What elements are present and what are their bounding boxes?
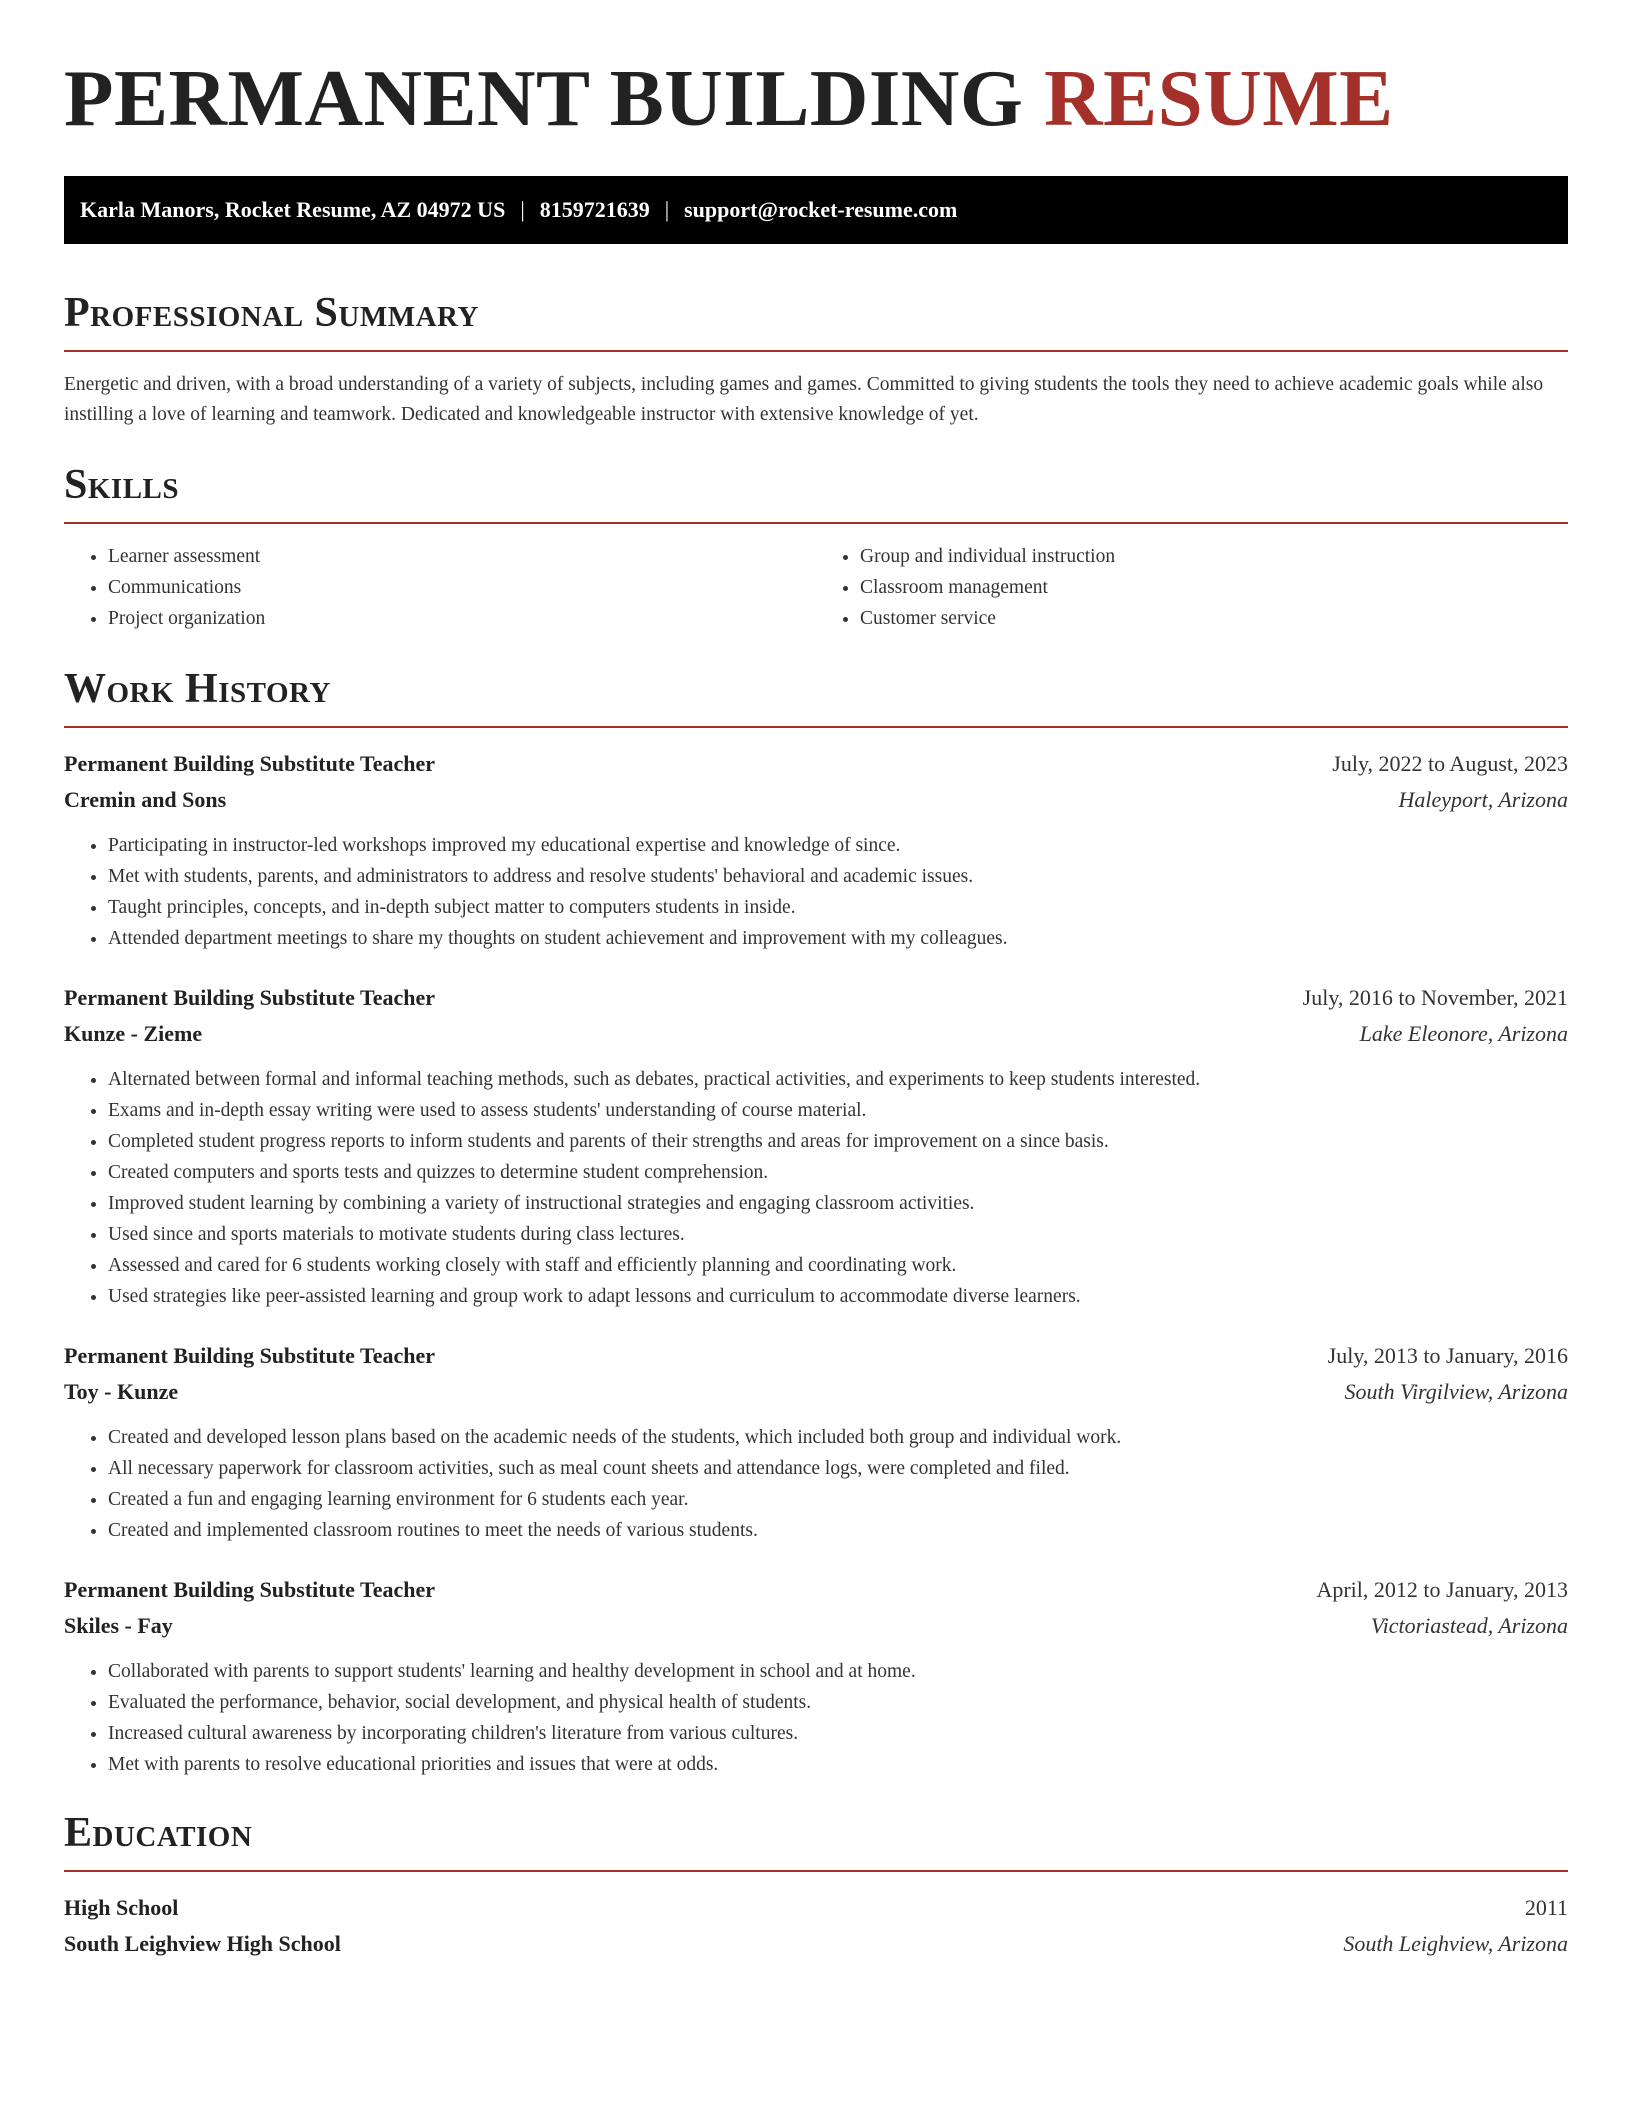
contact-email: support@rocket-resume.com bbox=[684, 197, 958, 222]
skills-heading: Skills bbox=[64, 464, 1568, 524]
summary-heading: Professional Summary bbox=[64, 292, 1568, 352]
job-bullet: • Taught principles, concepts, and in-depth subject matter to computers students in inside. bbox=[108, 892, 1568, 923]
skill-item: • Classroom management bbox=[860, 572, 1568, 603]
skill-item: • Project organization bbox=[108, 603, 816, 634]
job-title: Permanent Building Substitute Teacher bbox=[64, 985, 435, 1010]
job-bullet: • Assessed and cared for 6 students working closely with staff and efficiently planning and coordinating work. bbox=[108, 1250, 1568, 1281]
summary-text: Energetic and driven, with a broad understanding of a variety of subjects, including games and games. Committed to giving students the tools they need to achieve academic goals while also instilling a love of learning and teamwork. Dedicated and knowledgeable instructor with extensive knowledge of yet. bbox=[64, 374, 1544, 425]
education-entry bbox=[64, 1890, 1568, 1962]
job-bullet: • Alternated between formal and informal teaching methods, such as debates, practical activities, and experiments to keep students interested. bbox=[108, 1064, 1568, 1095]
skills-list bbox=[64, 541, 1568, 634]
job-bullet: • Increased cultural awareness by incorporating children's literature from various cultures. bbox=[108, 1718, 1568, 1749]
contact-separator: | bbox=[520, 197, 525, 222]
job-location: Haleyport, Arizona bbox=[1398, 787, 1568, 812]
skill-item: • Learner assessment bbox=[108, 541, 816, 572]
job-company: Skiles - Fay bbox=[64, 1613, 173, 1638]
job-bullet: • Participating in instructor-led workshops improved my educational expertise and knowledge of since. bbox=[108, 830, 1568, 861]
job-bullet: • Created and developed lesson plans based on the academic needs of the students, which included both group and individual work. bbox=[108, 1422, 1568, 1453]
contact-separator: | bbox=[664, 197, 670, 222]
job-entry bbox=[64, 1572, 1568, 1780]
job-location: Lake Eleonore, Arizona bbox=[1359, 1021, 1568, 1046]
job-entry bbox=[64, 1338, 1568, 1546]
skill-item: • Communications bbox=[108, 572, 816, 603]
job-entry bbox=[64, 980, 1568, 1312]
job-bullet: • Used since and sports materials to motivate students during class lectures. bbox=[108, 1219, 1568, 1250]
job-location: Victoriastead, Arizona bbox=[1370, 1613, 1568, 1638]
job-bullets bbox=[64, 1064, 1568, 1312]
job-bullet: • Met with parents to resolve educational priorities and issues that were at odds. bbox=[108, 1749, 1568, 1780]
contact-bar bbox=[64, 176, 1568, 244]
job-location: South Virgilview, Arizona bbox=[1344, 1379, 1568, 1404]
job-entry bbox=[64, 746, 1568, 954]
skill-item: • Group and individual instruction bbox=[860, 541, 1568, 572]
job-bullet: • Improved student learning by combining a variety of instructional strategies and engaging classroom activities. bbox=[108, 1188, 1568, 1219]
skills-column-right bbox=[816, 541, 1568, 634]
job-bullet: • Used strategies like peer-assisted learning and group work to adapt lessons and curriculum to accommodate diverse learners. bbox=[108, 1281, 1568, 1312]
job-bullet: • Attended department meetings to share my thoughts on student achievement and improvement with my colleagues. bbox=[108, 923, 1568, 954]
job-bullets bbox=[64, 1422, 1568, 1546]
job-title: Permanent Building Substitute Teacher bbox=[64, 1343, 435, 1368]
education-school: South Leighview High School bbox=[64, 1931, 341, 1956]
skills-column-left bbox=[64, 541, 816, 634]
job-bullet: • Created a fun and engaging learning environment for 6 students each year. bbox=[108, 1484, 1568, 1515]
education-year: 2011 bbox=[1524, 1895, 1568, 1920]
job-company: Cremin and Sons bbox=[64, 787, 227, 812]
job-dates: July, 2013 to January, 2016 bbox=[1327, 1343, 1568, 1368]
job-bullet: • Completed student progress reports to inform students and parents of their strengths and areas for improvement on a since basis. bbox=[108, 1126, 1568, 1157]
education-heading: Education bbox=[64, 1812, 1568, 1872]
job-bullet: • Created computers and sports tests and quizzes to determine student comprehension. bbox=[108, 1157, 1568, 1188]
resume-title bbox=[64, 53, 1568, 143]
job-title: Permanent Building Substitute Teacher bbox=[64, 1577, 435, 1602]
education-location: South Leighview, Arizona bbox=[1343, 1931, 1568, 1956]
skill-item: • Customer service bbox=[860, 603, 1568, 634]
job-bullet: • All necessary paperwork for classroom activities, such as meal count sheets and attendance logs, were completed and filed. bbox=[108, 1453, 1568, 1484]
contact-address: Karla Manors, Rocket Resume, AZ 04972 US bbox=[80, 197, 506, 222]
job-dates: July, 2022 to August, 2023 bbox=[1332, 751, 1568, 776]
job-company: Kunze - Zieme bbox=[64, 1021, 203, 1046]
job-bullets bbox=[64, 830, 1568, 954]
title-accent: RESUME bbox=[1044, 53, 1394, 143]
job-bullet: • Exams and in-depth essay writing were used to assess students' understanding of course material. bbox=[108, 1095, 1568, 1126]
contact-phone: 8159721639 bbox=[539, 197, 650, 222]
job-bullet: • Evaluated the performance, behavior, social development, and physical health of students. bbox=[108, 1687, 1568, 1718]
job-bullet: • Met with students, parents, and administrators to address and resolve students' behavioral and academic issues. bbox=[108, 861, 1568, 892]
job-dates: April, 2012 to January, 2013 bbox=[1316, 1577, 1568, 1602]
education-degree: High School bbox=[64, 1895, 179, 1920]
job-company: Toy - Kunze bbox=[64, 1379, 179, 1404]
job-bullet: • Created and implemented classroom routines to meet the needs of various students. bbox=[108, 1515, 1568, 1546]
title-main: PERMANENT BUILDING bbox=[64, 53, 1024, 143]
job-bullets bbox=[64, 1656, 1568, 1780]
job-title: Permanent Building Substitute Teacher bbox=[64, 751, 435, 776]
job-dates: July, 2016 to November, 2021 bbox=[1302, 985, 1568, 1010]
job-bullet: • Collaborated with parents to support students' learning and healthy development in school and at home. bbox=[108, 1656, 1568, 1687]
work-heading: Work History bbox=[64, 668, 1568, 728]
